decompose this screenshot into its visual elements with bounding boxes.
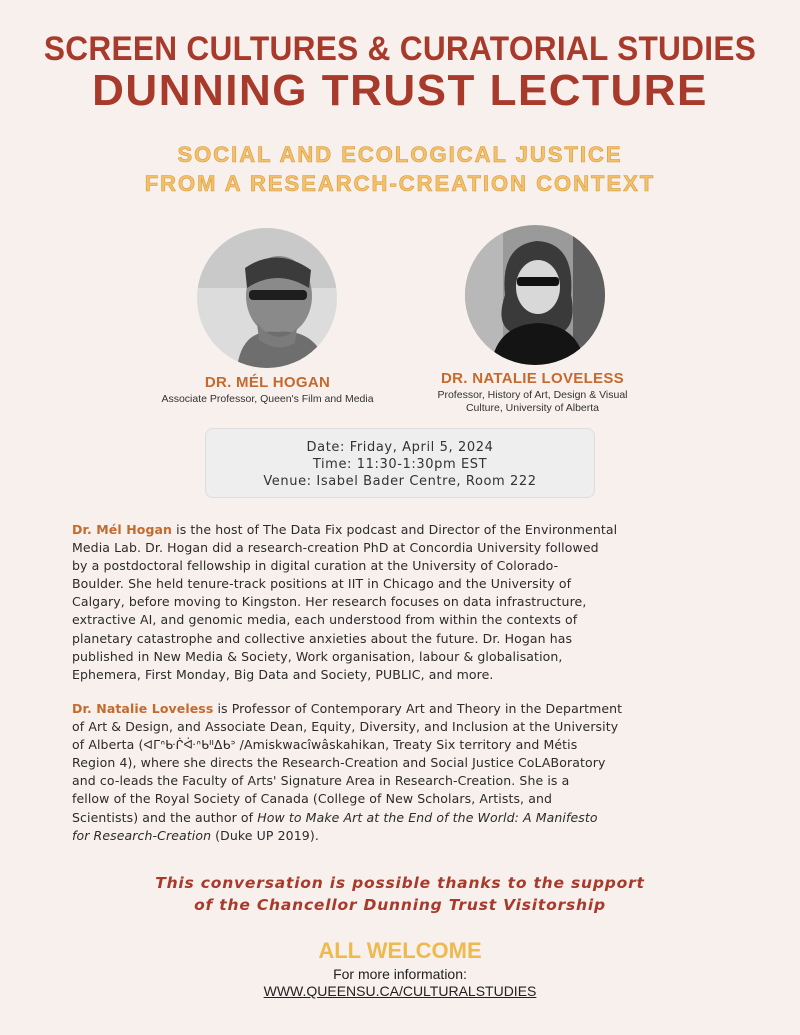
bio-hogan-line: published in New Media & Society, Work organisation, labour & globalisation, [72,648,563,664]
bio-hogan-line: Ephemera, First Monday, Big Data and Society, PUBLIC, and more. [72,666,494,682]
all-welcome-heading: ALL WELCOME [318,938,482,963]
speaker-loveless-role-line-1: Professor, History of Art, Design & Visual [437,389,628,401]
bio-hogan-line: Boulder. She held tenure-track positions at IIT in Chicago and the University of [72,576,572,592]
bio-loveless-line [72,700,732,718]
bio-hogan-line: planetary catastrophe and collective anxieties about the future. Dr. Hogan has [72,630,573,646]
bio-loveless-name: Dr. Natalie Loveless [72,701,214,716]
speaker-hogan-name: DR. MÉL HOGAN [204,374,331,391]
speaker-hogan-photo [197,228,337,368]
bio-loveless-line: of Alberta (ᐊᒥᐢᑿᒌᐚᐢᑲᐦᐃᑲᐣ /Amiskwacîwâskahikan, Treaty Six territory and Métis [72,737,578,753]
event-series-title: SCREEN CULTURES & CURATORIAL STUDIES [43,30,757,68]
lecture-subtitle [0,140,800,198]
bio-loveless-text: Scientists) and the author of [72,809,258,825]
book-title: How to Make Art at the End of the World: A Manifesto [257,809,598,825]
more-info-label: For more information: [333,966,467,982]
event-date: Date: Friday, April 5, 2024 [306,440,494,455]
event-venue: Venue: Isabel Bader Centre, Room 222 [263,474,537,489]
lecture-title: DUNNING TRUST LECTURE [92,66,708,115]
bio-loveless [72,700,732,845]
bio-hogan-text: is the host of The Data Fix podcast and Director of the Environmental [172,522,618,537]
speaker-loveless-role [410,389,655,415]
subtitle-line-1: SOCIAL AND ECOLOGICAL JUSTICE [177,142,623,167]
support-line-1: This conversation is possible thanks to the support [155,874,645,892]
speaker-loveless-role-line-2: Culture, University of Alberta [465,402,600,414]
bio-loveless-line: and co-leads the Faculty of Arts' Signature Area in Research-Creation. She is a [72,773,570,789]
bio-loveless-text: is Professor of Contemporary Art and Theory in the Department [213,701,623,716]
bio-hogan-line: Media Lab. Dr. Hogan did a research-creation PhD at Concordia University followed [72,540,599,556]
speaker-loveless-name: DR. NATALIE LOVELESS [441,370,624,387]
bio-hogan-line: extractive AI, and genomic media, each understood from within the contexts of [72,612,578,628]
speaker-hogan-role: Associate Professor, Queen's Film and Media [161,393,374,405]
bio-loveless-line: fellow of the Royal Society of Canada (College of New Scholars, Artists, and [72,791,553,807]
support-statement [0,872,800,916]
bio-hogan-line: Calgary, before moving to Kingston. Her research focuses on data infrastructure, [72,594,587,610]
book-title-continued: for Research-Creation [72,827,212,843]
bio-hogan-name: Dr. Mél Hogan [72,522,173,537]
bio-hogan-line: by a postdoctoral fellowship in digital curation at the University of Colorado- [72,558,559,574]
support-line-2: of the Chancellor Dunning Trust Visitorship [194,896,606,914]
bio-hogan [72,521,732,684]
bio-loveless-line [72,809,732,827]
event-details-box [205,428,595,498]
bio-loveless-line: Region 4), where she directs the Research-Creation and Social Justice CoLABoratory [72,755,606,771]
event-time: Time: 11:30-1:30pm EST [312,457,488,472]
subtitle-line-2: FROM A RESEARCH-CREATION CONTEXT [144,171,656,196]
bio-loveless-line [72,827,732,845]
bio-loveless-line: of Art & Design, and Associate Dean, Equity, Diversity, and Inclusion at the University [72,719,619,735]
bio-hogan-line [72,521,732,539]
speaker-loveless-portrait-image [465,225,605,365]
speaker-loveless-photo [465,225,605,365]
speaker-hogan-portrait-image [197,228,337,368]
website-link[interactable]: WWW.QUEENSU.CA/CULTURALSTUDIES [263,983,537,999]
book-publisher: (Duke UP 2019). [211,827,319,843]
